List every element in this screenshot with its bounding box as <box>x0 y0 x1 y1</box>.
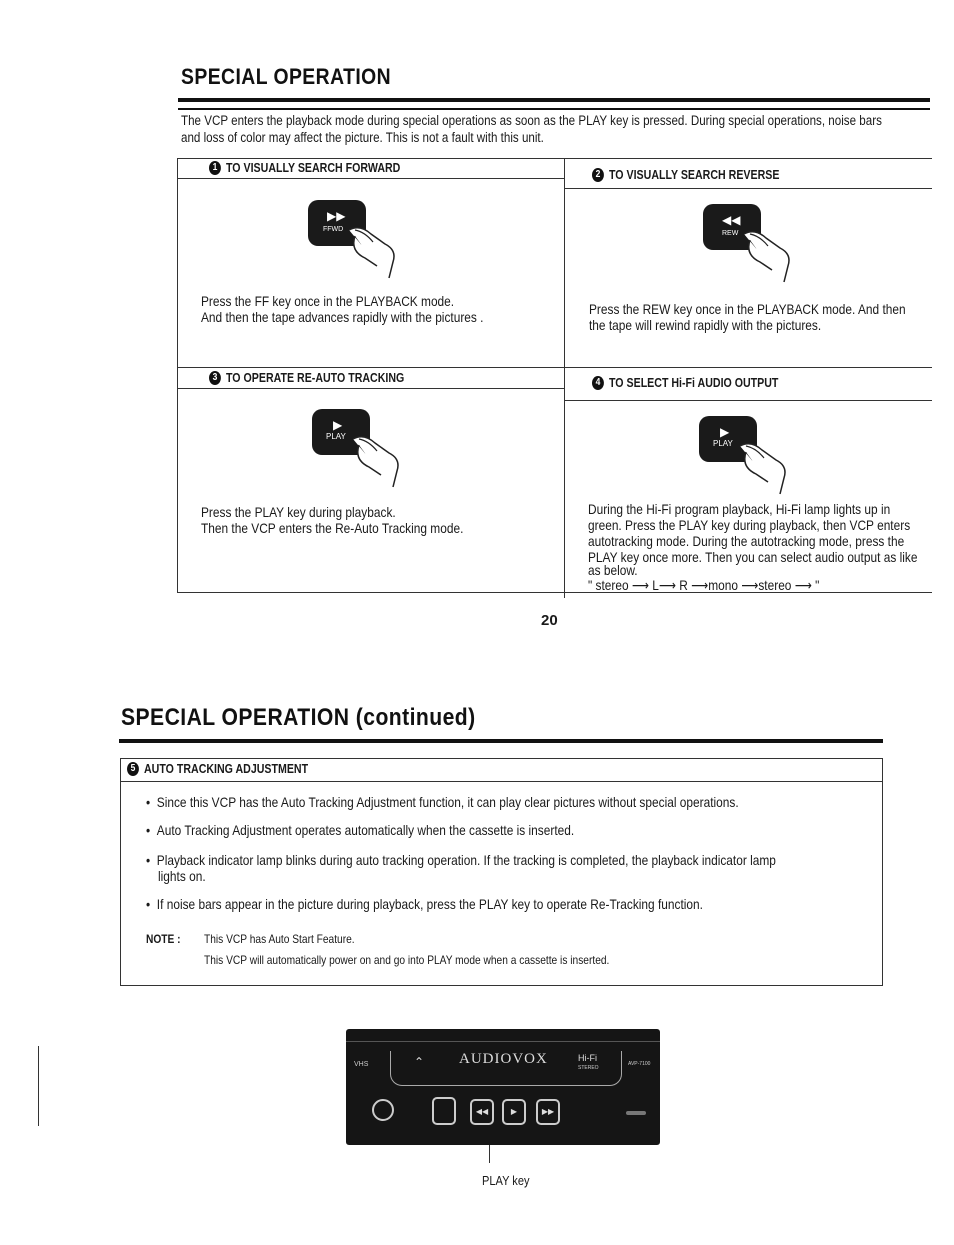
title-rule <box>119 739 883 743</box>
row2-head-bottom <box>177 388 564 389</box>
page-number: 20 <box>541 612 558 629</box>
cell-1-title <box>209 161 400 175</box>
auto-tracking-box <box>120 758 883 986</box>
rew-key-hand-icon <box>700 200 800 290</box>
note-line-2: This VCP will automatically power on and go into PLAY mode when a cassette is inserted. <box>204 953 610 967</box>
panel-top-strip <box>346 1029 660 1042</box>
ffwd-button[interactable]: ▶▶ <box>536 1099 560 1125</box>
cell-3-title <box>209 371 404 385</box>
rew-key-symbol: ◀◀ <box>722 213 741 227</box>
box-head-rule <box>120 781 883 782</box>
number-badge: 4 <box>592 376 604 390</box>
title-rule <box>178 98 930 102</box>
cell-title-text: TO OPERATE RE-AUTO TRACKING <box>226 371 405 385</box>
bullet-3-cont: lights on. <box>158 868 206 884</box>
title-rule-thin <box>178 108 930 110</box>
eject-icon: ⌃ <box>414 1055 425 1069</box>
table-mid-rule <box>564 158 565 598</box>
cell-4-text-6: " stereo ⟶ L⟶ R ⟶mono ⟶stereo ⟶ " <box>588 577 820 593</box>
bullet-text: Playback indicator lamp blinks during auto tracking operation. If the tracking is completed, the playback indicator lamp <box>156 852 776 868</box>
page-title: SPECIAL OPERATION <box>181 64 392 89</box>
play-key-symbol: ▶ <box>333 418 343 432</box>
number-badge: 1 <box>209 161 221 175</box>
cell-title-text: TO VISUALLY SEARCH REVERSE <box>609 168 780 182</box>
cell-4-text-2: green. Press the PLAY key during playback, then VCP enters <box>588 517 911 533</box>
cell-1-text-1: Press the FF key once in the PLAYBACK mode. <box>201 293 455 309</box>
stereo-logo: STEREO <box>578 1065 599 1071</box>
box-title-text: AUTO TRACKING ADJUSTMENT <box>144 762 309 776</box>
cell-title-text: TO SELECT Hi-Fi AUDIO OUTPUT <box>609 376 779 390</box>
rew-button[interactable]: ◀◀ <box>470 1099 494 1125</box>
note-label: NOTE : <box>146 932 181 946</box>
cell-4-text-5: as below. <box>588 562 638 578</box>
margin-mark <box>38 1046 39 1126</box>
row2-top <box>177 367 932 368</box>
row1-head-bottom-r <box>565 188 932 189</box>
number-badge: 3 <box>209 371 221 385</box>
vhs-logo: VHS <box>354 1061 369 1068</box>
play-key-hand-icon <box>696 412 796 502</box>
ffwd-key-symbol: ▶▶ <box>327 209 346 223</box>
model-number: AVP-7100 <box>628 1061 651 1067</box>
table-top-rule <box>177 158 932 159</box>
play-key-caption: PLAY key <box>482 1173 530 1188</box>
page-title-continued: SPECIAL OPERATION (continued) <box>121 704 476 731</box>
box-title <box>127 762 308 776</box>
number-badge: 2 <box>592 168 604 182</box>
bullet-text: Auto Tracking Adjustment operates automatically when the cassette is inserted. <box>156 822 575 838</box>
cell-2-text-2: the tape will rewind rapidly with the pictures. <box>589 317 822 333</box>
intro-line-1: The VCP enters the playback mode during special operations as soon as the PLAY key is pressed. During special operations, noise bars <box>181 113 882 128</box>
note-line-1: This VCP has Auto Start Feature. <box>204 932 355 946</box>
bullet-4: • If noise bars appear in the picture during playback, press the PLAY key to operate Re-Tracking function. <box>146 896 703 912</box>
cell-2-title <box>592 168 779 182</box>
vcp-front-panel <box>346 1029 660 1145</box>
play-key-label: PLAY <box>713 439 733 448</box>
row2-head-bottom-r <box>565 400 932 401</box>
cell-1-text-2: And then the tape advances rapidly with the pictures . <box>201 309 484 325</box>
cell-2-text-1: Press the REW key once in the PLAYBACK mode. And then <box>589 301 906 317</box>
bullet-3: • Playback indicator lamp blinks during auto tracking operation. If the tracking is completed, the playback indicator lamp <box>146 852 776 868</box>
ffwd-key-hand-icon <box>305 196 405 286</box>
play-key-symbol: ▶ <box>720 425 730 439</box>
number-badge: 5 <box>127 762 139 776</box>
cell-4-text-1: During the Hi-Fi program playback, Hi-Fi lamp lights up in <box>588 501 891 517</box>
ffwd-key-label: FFWD <box>323 226 344 233</box>
bullet-2: • Auto Tracking Adjustment operates automatically when the cassette is inserted. <box>146 822 575 838</box>
indicator-lamp <box>626 1111 646 1115</box>
cell-4-text-4: PLAY key once more. Then you can select audio output as like <box>588 549 918 565</box>
cell-4-title <box>592 376 778 390</box>
cell-3-text-2: Then the VCP enters the Re-Auto Tracking mode. <box>201 520 464 536</box>
play-button[interactable]: ▶ <box>502 1099 526 1125</box>
bullet-text: Since this VCP has the Auto Tracking Adjustment function, it can play clear pictures without special operations. <box>156 794 739 810</box>
row1-head-bottom <box>177 178 564 179</box>
cell-title-text: TO VISUALLY SEARCH FORWARD <box>226 161 401 175</box>
hifi-logo: Hi-Fi <box>578 1053 597 1063</box>
stop-eject-button[interactable] <box>432 1097 456 1125</box>
bullet-text: If noise bars appear in the picture during playback, press the PLAY key to operate Re-Tracking function. <box>156 896 703 912</box>
rew-key-label: REW <box>722 230 739 237</box>
brand-logo: AUDIOVOX <box>459 1051 548 1067</box>
play-key-hand-icon <box>309 405 409 495</box>
intro-line-2: and loss of color may affect the picture. This is not a fault with this unit. <box>181 130 544 145</box>
cell-4-text-3: autotracking mode. During the autotracking mode, press the <box>588 533 905 549</box>
play-key-label: PLAY <box>326 432 346 441</box>
bullet-1: • Since this VCP has the Auto Tracking Adjustment function, it can play clear pictures without special operations. <box>146 794 739 810</box>
cell-3-text-1: Press the PLAY key during playback. <box>201 504 396 520</box>
table-left-rule <box>177 158 178 592</box>
power-button[interactable] <box>372 1099 394 1121</box>
play-key-pointer <box>489 1145 490 1163</box>
